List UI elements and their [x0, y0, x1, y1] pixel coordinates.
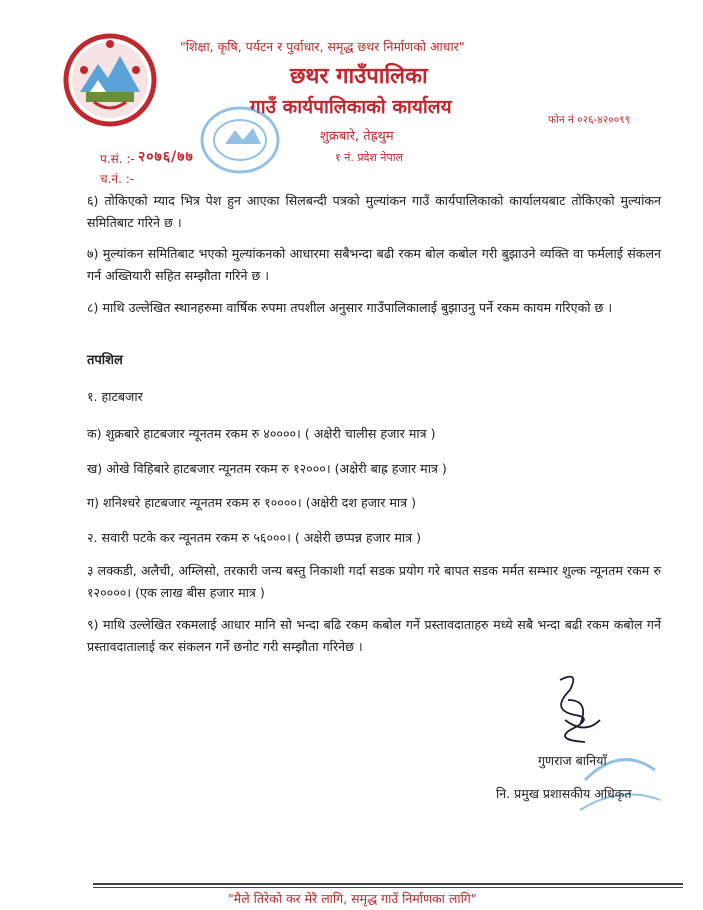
dispatch-number-label: च.नं. :- [100, 172, 135, 186]
schedule-item-1b: ख) ओखे विहिबारे हाटबजार न्यूनतम रकम रु १२०००। (अक्षेरी बाह्र हजार मात्र ) [87, 461, 447, 476]
nepal-emblem-logo [60, 30, 160, 130]
letterhead-motto: "शिक्षा, कृषि, पर्यटन र पुर्वाधार, समृद्ध छथर निर्माणको आधार" [180, 39, 465, 54]
footer-rule-thin [93, 887, 683, 888]
footer-slogan: "मैले तिरेको कर मेरै लागि, समृद्ध गाउँ निर्माणका लागि" [228, 891, 477, 906]
schedule-item-1c: ग) शनिश्चरे हाटबजार न्यूनतम रकम रु १००००। (अक्षेरी दश हजार मात्र ) [87, 495, 417, 510]
office-name: छथर गाउँपालिका [290, 64, 428, 89]
handwritten-signature [540, 670, 610, 750]
paragraph-8: ८) माथि उल्लेखित स्थानहरुमा वार्षिक रुपमा तपशील अनुसार गाउँपालिकालाई बुझाउनु पर्ने रकम कायम गरिएको छ । [87, 300, 613, 315]
reference-label: प.सं. :- [100, 152, 135, 166]
schedule-heading: तपशिल [87, 353, 123, 368]
paragraph-9: ९) माथि उल्लेखित रकमलाई आधार मानि सो भन्दा बढि रकम कबोल गर्ने प्रस्तावदाताहरु मध्ये सबै भन्दा बढी रकम कबोल गर्ने प्रस्तावदातालाई कर संकलन गर्ने छनोट गरी सम्झौता गरिनेछ । [87, 617, 661, 654]
schedule-item-1a: क) शुक्रबारे हाटबजार न्यूनतम रकम रु ४००००। ( अक्षेरी चालीस हजार मात्र ) [87, 426, 436, 441]
paragraph-6: ६) तोकिएको म्याद भित्र पेश हुन आएका सिलबन्दी पत्रको मुल्यांकन गाउँ कार्यपालिकाको कार्यालयबाट तोकिएको मुल्यांकन समितिबाट गरिने छ । [87, 193, 661, 230]
footer-rule [93, 883, 683, 885]
signatory-title: नि. प्रमुख प्रशासकीय अधिकृत [496, 786, 632, 801]
schedule-item-1: १. हाटबजार [87, 389, 143, 404]
phone-number: फोन नं ०२६-४२००९९ [548, 114, 631, 126]
address-line-2: १ नं. प्रदेश नेपाल [335, 151, 404, 164]
paragraph-7: ७) मुल्यांकन समितिबाट भएको मुल्यांकनको आधारमा सबैभन्दा बढी रकम बोल कबोल गरी बुझाउने व्यक्ति वा फर्मलाई संकलन गर्न अख्तियारी सहित सम्झौता गरिने छ । [87, 246, 661, 283]
office-stamp [195, 100, 295, 180]
reference-number: २०७६/७७ [138, 149, 194, 165]
schedule-item-3: ३ लक्कडी, अलैची, अम्लिसो, तरकारी जन्य बस्तु निकाशी गर्दा सडक प्रयोग गरे बापत सडक मर्मत सम्भार शुल्क न्यूनतम रकम रु १२००००। (एक लाख बीस हजार मात्र ) [87, 563, 661, 600]
address-line-1: शुक्रबारे, तेह्रथुम [320, 129, 394, 144]
schedule-item-2: २. सवारी पटके कर न्यूनतम रकम रु ५६०००। ( अक्षेरी छप्पन्न हजार मात्र ) [87, 530, 422, 545]
office-subtitle: गाउँ कार्यपालिकाको कार्यालय [250, 96, 452, 118]
signatory-name: गुणराज बानियाँ [538, 753, 607, 768]
